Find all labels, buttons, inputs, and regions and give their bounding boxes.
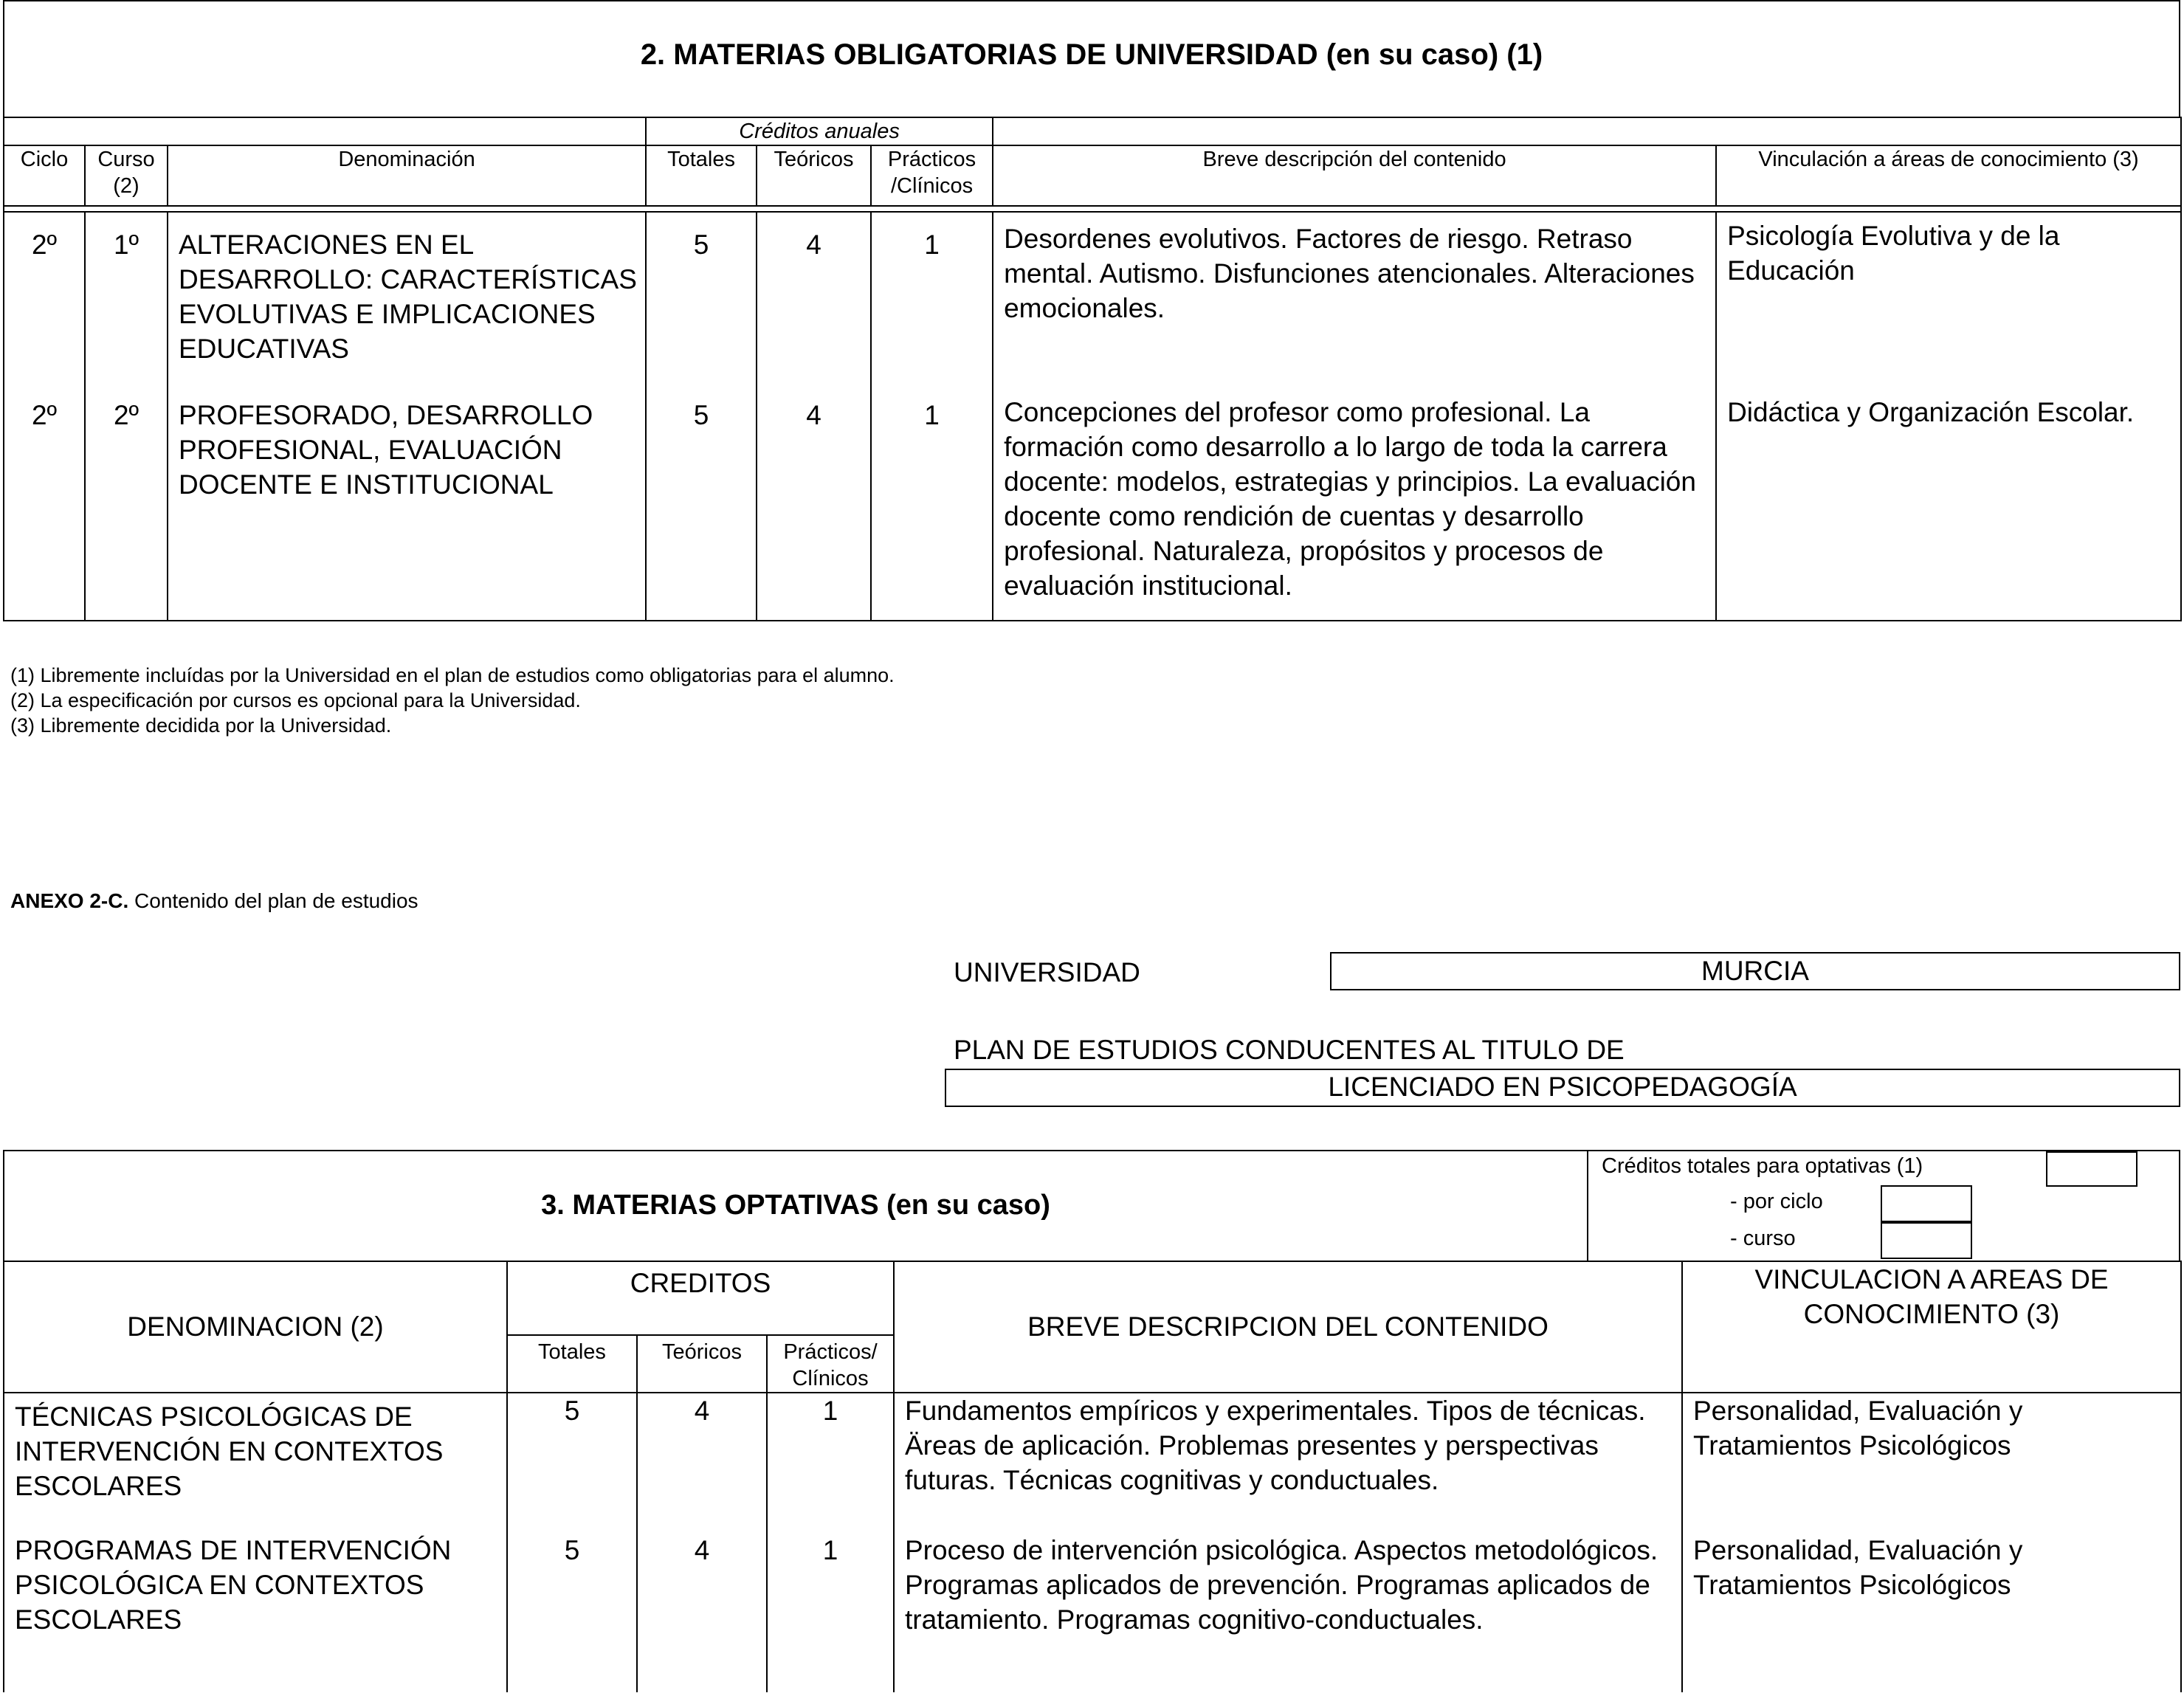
credits-panel	[1587, 1151, 2183, 1261]
col-vinculacion: Vinculación a áreas de conocimiento (3)	[1716, 145, 2181, 206]
table-row	[4, 212, 2181, 392]
section2-title-box	[3, 0, 2180, 118]
col3-totales: Totales	[507, 1335, 637, 1393]
section2-header-blank-right	[993, 117, 2181, 145]
section3-table	[3, 1261, 2182, 1692]
col-practicos: Prácticos /Clínicos	[871, 145, 993, 206]
col3-teoricos: Teóricos	[637, 1335, 767, 1393]
section2-title: 2. MATERIAS OBLIGATORIAS DE UNIVERSIDAD (en su caso) (1)	[640, 38, 1543, 71]
footnotes	[10, 663, 1339, 738]
row3-denominacion: PROGRAMAS DE INTERVENCIÓN PSICOLÓGICA EN CONTEXTOS ESCOLARES	[4, 1533, 507, 1692]
plan-value: LICENCIADO EN PSICOPEDAGOGÍA	[1328, 1072, 1797, 1102]
row-vinculacion: Psicología Evolutiva y de la Educación	[1716, 212, 2181, 392]
col-ciclo: Ciclo	[4, 145, 85, 206]
annex-label	[10, 889, 418, 913]
row-curso: 1º	[85, 212, 168, 392]
row-practicos: 1	[871, 212, 993, 392]
universidad-label: UNIVERSIDAD	[954, 957, 1140, 987]
section2-header-blank	[4, 117, 646, 145]
row3-teoricos: 4	[637, 1393, 767, 1533]
col3-denominacion: DENOMINACION (2)	[4, 1261, 507, 1393]
col-totales: Totales	[646, 145, 757, 206]
col-denominacion: Denominación	[168, 145, 646, 206]
col-descripcion: Breve descripción del contenido	[993, 145, 1716, 206]
footnote-2: (2) La especificación por cursos es opcional para la Universidad.	[10, 689, 581, 711]
table-row	[4, 1533, 2181, 1692]
plan-label: PLAN DE ESTUDIOS CONDUCENTES AL TITULO DE	[954, 1035, 1625, 1065]
row3-practicos: 1	[767, 1393, 894, 1533]
row3-totales: 5	[507, 1393, 637, 1533]
row-descripcion: Desordenes evolutivos. Factores de riesgo. Retraso mental. Autismo. Disfunciones atencionales. Alteraciones emocionales.	[993, 212, 1716, 392]
universidad-field	[1330, 952, 2180, 990]
row3-vinculacion: Personalidad, Evaluación y Tratamientos Psicológicos	[1682, 1393, 2181, 1533]
row-curso: 2º	[85, 392, 168, 621]
universidad-value: MURCIA	[1701, 956, 1809, 986]
row3-descripcion: Proceso de intervención psicológica. Aspectos metodológicos. Programas aplicados de prevención. Programas aplicados de tratamiento. Programas cognitivo-conductuales.	[894, 1533, 1682, 1692]
col3-creditos: CREDITOS	[507, 1261, 894, 1335]
col3-vinculacion: VINCULACION A AREAS DE CONOCIMIENTO (3)	[1682, 1261, 2181, 1393]
col-curso: Curso (2)	[85, 145, 168, 206]
row3-descripcion: Fundamentos empíricos y experimentales. Tipos de técnicas. Äreas de aplicación. Problemas presentes y perspectivas futuras. Técnicas cognitivas y conductuales.	[894, 1393, 1682, 1533]
por-ciclo-field[interactable]	[1881, 1185, 1972, 1222]
row3-denominacion: TÉCNICAS PSICOLÓGICAS DE INTERVENCIÓN EN CONTEXTOS ESCOLARES	[4, 1393, 507, 1533]
plan-field	[945, 1069, 2180, 1107]
row-totales: 5	[646, 392, 757, 621]
row3-practicos: 1	[767, 1533, 894, 1692]
curso-field[interactable]	[1881, 1222, 1972, 1259]
col-teoricos: Teóricos	[757, 145, 871, 206]
credits-total-field[interactable]	[2046, 1151, 2138, 1187]
row-ciclo: 2º	[4, 392, 85, 621]
col3-practicos: Prácticos/ Clínicos	[767, 1335, 894, 1393]
row3-totales: 5	[507, 1533, 637, 1692]
por-ciclo-label: - por ciclo	[1730, 1190, 1823, 1213]
spacer-row	[4, 206, 2181, 212]
curso-label: - curso	[1730, 1227, 1796, 1250]
row3-vinculacion: Personalidad, Evaluación y Tratamientos Psicológicos	[1682, 1533, 2181, 1692]
row-denominacion: ALTERACIONES EN EL DESARROLLO: CARACTERÍSTICAS EVOLUTIVAS E IMPLICACIONES EDUCATIVAS	[168, 212, 646, 392]
row-practicos: 1	[871, 392, 993, 621]
row-vinculacion: Didáctica y Organización Escolar.	[1716, 392, 2181, 621]
table-row	[4, 392, 2181, 621]
row-ciclo: 2º	[4, 212, 85, 392]
section2-table	[3, 117, 2182, 621]
annex-label-bold: ANEXO 2-C.	[10, 889, 129, 912]
credits-group-header: Créditos anuales	[646, 117, 993, 145]
row-denominacion: PROFESORADO, DESARROLLO PROFESIONAL, EVALUACIÓN DOCENTE E INSTITUCIONAL	[168, 392, 646, 621]
row3-teoricos: 4	[637, 1533, 767, 1692]
row-teoricos: 4	[757, 212, 871, 392]
annex-label-rest: Contenido del plan de estudios	[128, 889, 418, 912]
credits-total-label: Créditos totales para optativas (1)	[1602, 1154, 1923, 1178]
section3-title: 3. MATERIAS OPTATIVAS (en su caso)	[541, 1190, 1050, 1221]
section3-title-box	[3, 1150, 2180, 1262]
row-totales: 5	[646, 212, 757, 392]
footnote-3: (3) Libremente decidida por la Universidad.	[10, 714, 392, 737]
col3-descripcion: BREVE DESCRIPCION DEL CONTENIDO	[894, 1261, 1682, 1393]
footnote-1: (1) Libremente incluídas por la Universidad en el plan de estudios como obligatorias para el alumno.	[10, 664, 895, 686]
table-row	[4, 1393, 2181, 1533]
row-descripcion: Concepciones del profesor como profesional. La formación como desarrollo a lo largo de toda la carrera docente: modelos, estrategias y principios. La evaluación docente como rendición de cuentas y desarrollo profesional. Naturaleza, propósitos y procesos de evaluación institucional.	[993, 392, 1716, 621]
row-teoricos: 4	[757, 392, 871, 621]
